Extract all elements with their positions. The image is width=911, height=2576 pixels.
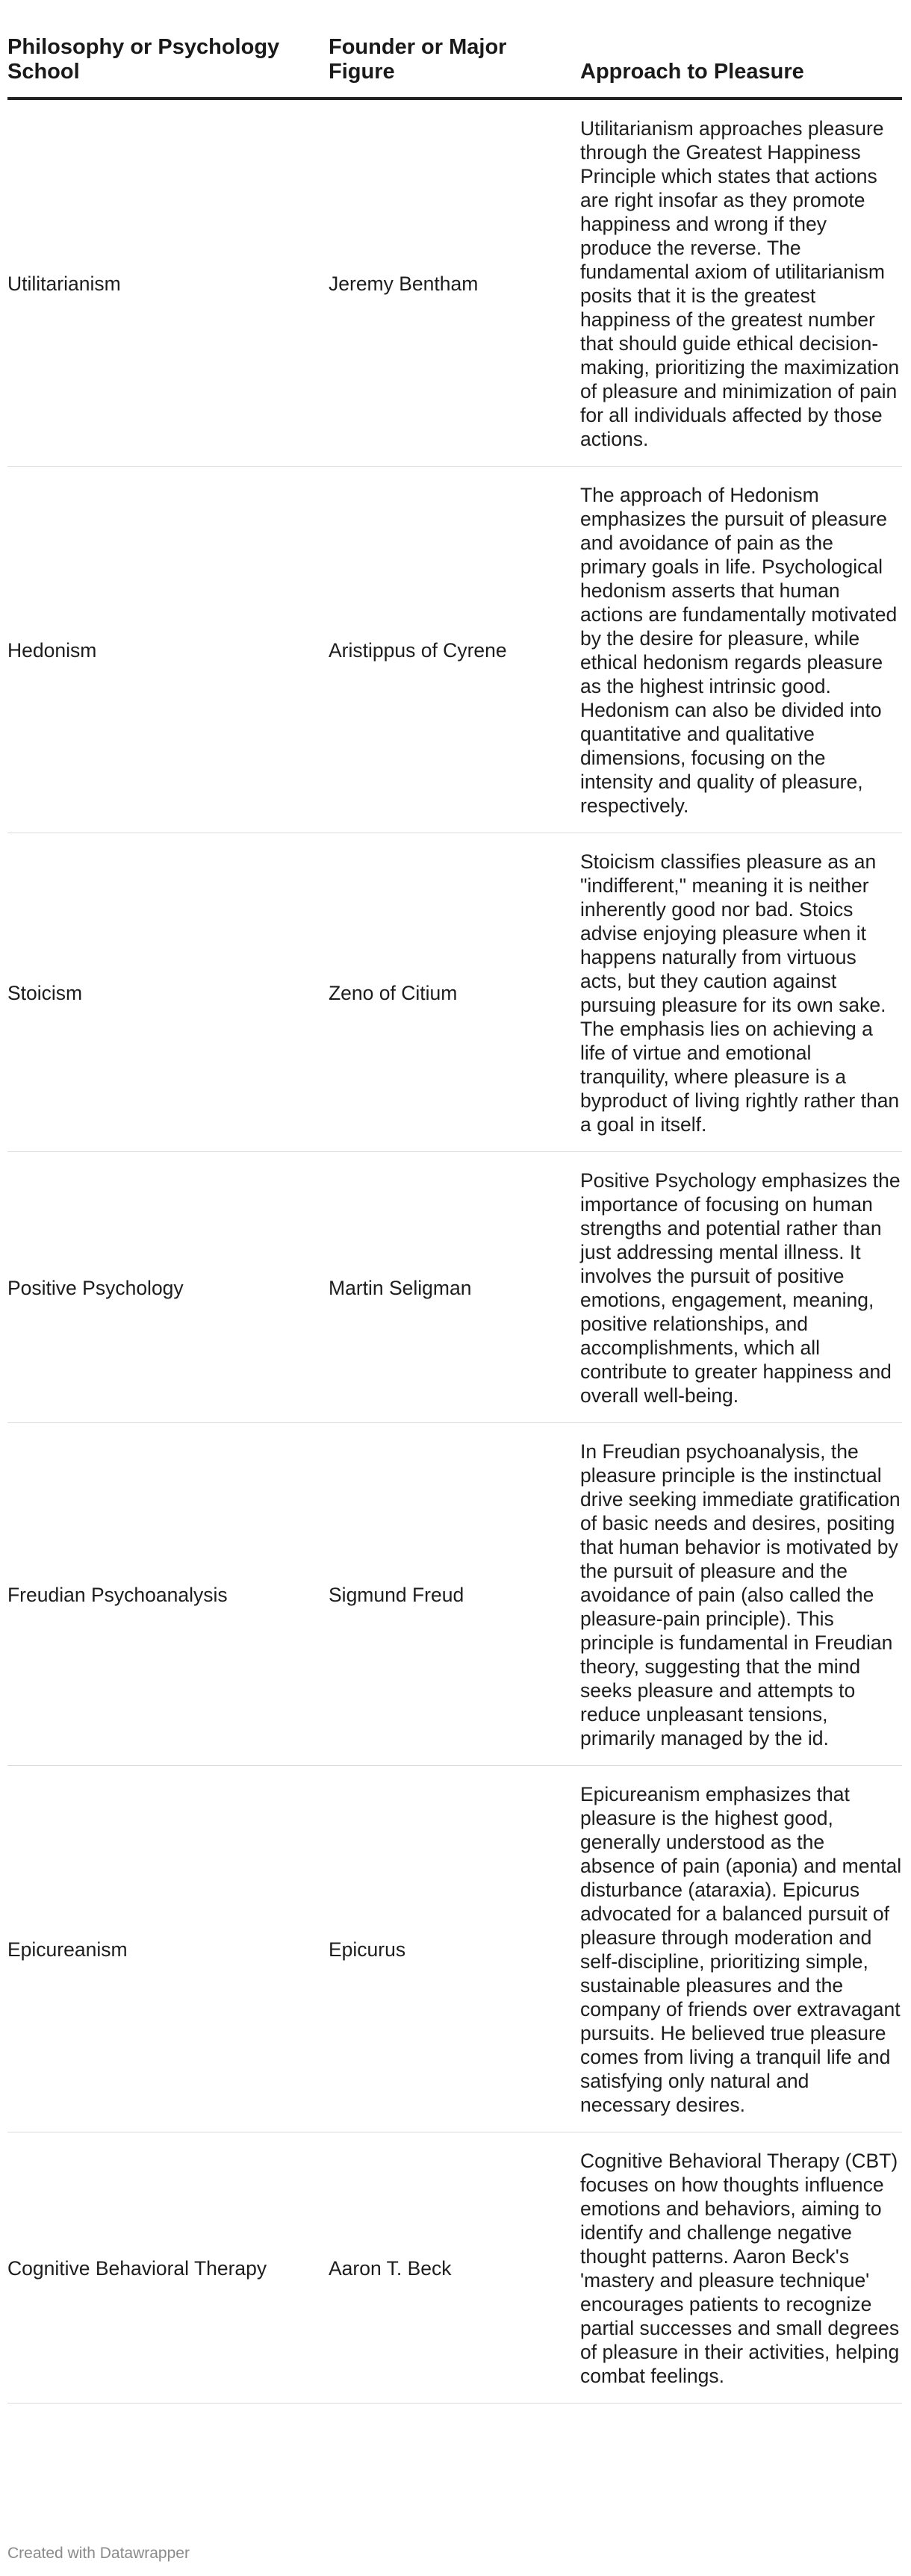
header-school: Philosophy or Psychology School (7, 35, 280, 84)
cell-approach: Cognitive Behavioral Therapy (CBT) focuses on how thoughts influence emotions and behaviors, aiming to identify and challenge negative thought patterns. Aaron Beck's 'mastery and pleasure technique' encourages patients to recognize partial successes and small degrees of pleasure in their activities, helping combat feelings. (580, 2150, 900, 2387)
data-table (7, 0, 902, 2404)
datawrapper-credit: Created with Datawrapper (7, 2545, 190, 2562)
cell-approach: The approach of Hedonism emphasizes the pursuit of pleasure and avoidance of pain as the primary goals in life. Psychological hedonism asserts that human actions are fundamentally motivated by the desire for pleasure, while ethical hedonism regards pleasure as the highest intrinsic good. Hedonism can also be divided into quantitative and qualitative dimensions, focusing on the intensity and quality of pleasure, respectively. (580, 484, 898, 817)
table-row (7, 833, 902, 1152)
cell-founder: Zeno of Citium (329, 982, 458, 1004)
cell-approach: Epicureanism emphasizes that pleasure is the highest good, generally understood as the absence of pain (aponia) and mental disturbance (ataraxia). Epicurus advocated for a balanced pursuit of pleasure through moderation and self-discipline, prioritizing simple, sustainable pleasures and the company of friends over extravagant pursuits. He believed true pleasure comes from living a tranquil life and satisfying only natural and necessary desires. (580, 1783, 902, 2116)
table-header (7, 0, 902, 100)
cell-school: Freudian Psychoanalysis (7, 1584, 228, 1606)
table-row (7, 1766, 902, 2132)
table-row (7, 1423, 902, 1766)
cell-approach: Positive Psychology emphasizes the importance of focusing on human strengths and potential rather than just addressing mental illness. It involves the pursuit of positive emotions, engagement, meaning, positive relationships, and accomplishments, which all contribute to greater happiness and overall well-being. (580, 1169, 901, 1407)
cell-founder: Epicurus (329, 1938, 406, 1961)
cell-school: Positive Psychology (7, 1277, 184, 1299)
header-founder: Founder or Major Figure (329, 35, 507, 84)
table-row (7, 467, 902, 833)
table-row (7, 100, 902, 467)
cell-approach: In Freudian psychoanalysis, the pleasure principle is the instinctual drive seeking immediate gratification of basic needs and desires, positing that human behavior is motivated by the pursuit of pleasure and the avoidance of pain (also called the pleasure-pain principle). This principle is fundamental in Freudian theory, suggesting that the mind seeks pleasure and attempts to reduce unpleasant tensions, primarily managed by the id. (580, 1440, 901, 1749)
cell-approach: Stoicism classifies pleasure as an "indifferent," meaning it is neither inherently good nor bad. Stoics advise enjoying pleasure when it happens naturally from virtuous acts, but they caution against pursuing pleasure for its own sake. The emphasis lies on achieving a life of virtue and emotional tranquility, where pleasure is a byproduct of living rightly rather than a goal in itself. (580, 850, 900, 1136)
cell-school: Stoicism (7, 982, 83, 1004)
cell-approach: Utilitarianism approaches pleasure through the Greatest Happiness Principle which states that actions are right insofar as they promote happiness and wrong if they produce the reverse. The fundamental axiom of utilitarianism posits that it is the greatest happiness of the greatest number that should guide ethical decision-making, prioritizing the maximization of pleasure and minimization of pain for all individuals affected by those actions. (580, 117, 900, 450)
cell-school: Utilitarianism (7, 273, 121, 295)
table-row (7, 1152, 902, 1423)
table-row (7, 2132, 902, 2404)
cell-school: Hedonism (7, 639, 97, 662)
cell-founder: Aaron T. Beck (329, 2257, 452, 2280)
cell-founder: Aristippus of Cyrene (329, 639, 507, 662)
header-approach: Approach to Pleasure (580, 60, 804, 84)
cell-school: Epicureanism (7, 1938, 128, 1961)
cell-founder: Sigmund Freud (329, 1584, 464, 1606)
cell-founder: Jeremy Bentham (329, 273, 479, 295)
cell-school: Cognitive Behavioral Therapy (7, 2257, 267, 2280)
cell-founder: Martin Seligman (329, 1277, 472, 1299)
